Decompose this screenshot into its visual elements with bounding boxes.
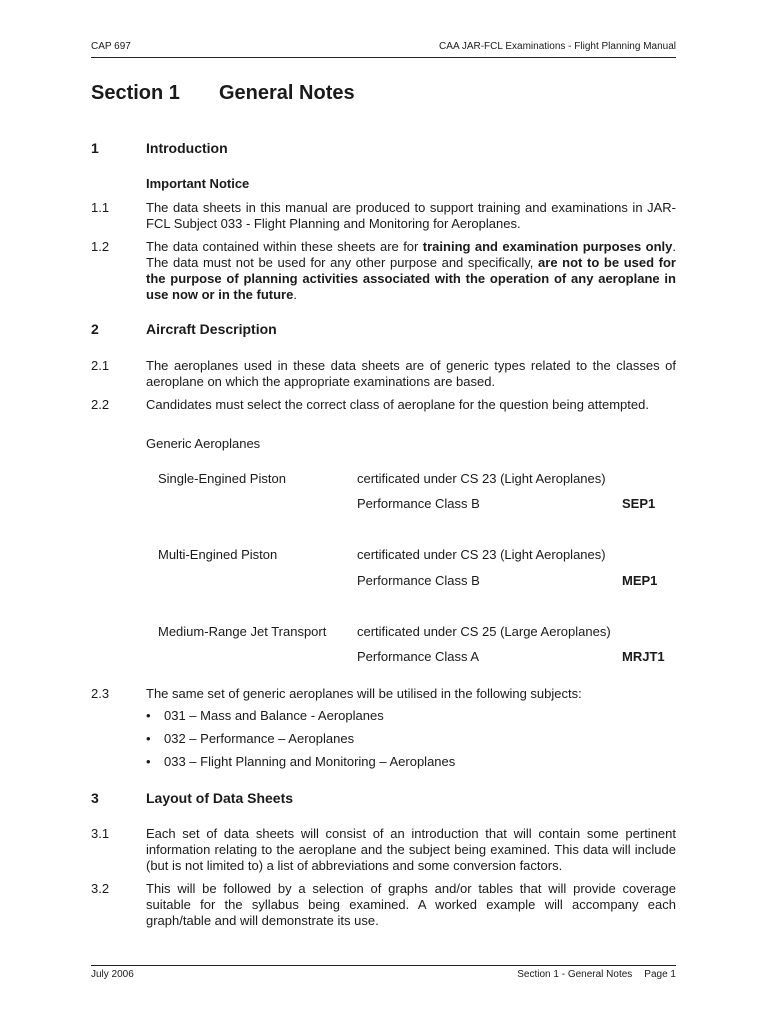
aeroplane-performance-class: Performance Class B bbox=[357, 573, 480, 588]
paragraph-1-2 bbox=[91, 239, 676, 303]
heading-number: 3 bbox=[91, 790, 99, 806]
paragraph-text: Each set of data sheets will consist of an introduction that will contain some pertinent information relating to the aeroplane and the subject being examined. This data will include (but is not limited to) a list of abbreviations and some conversion factors. bbox=[146, 826, 676, 873]
paragraph-number: 3.2 bbox=[91, 881, 110, 896]
bold-text-run: are not to be used for the purpose of planning activities associated with the operation of any aeroplane in use now or in the future bbox=[146, 255, 676, 302]
heading-number: 2 bbox=[91, 321, 99, 337]
section-name: General Notes bbox=[219, 82, 355, 104]
paragraph-number: 2.2 bbox=[91, 397, 110, 412]
running-header bbox=[91, 40, 676, 54]
paragraph-number: 1.1 bbox=[91, 200, 110, 215]
aeroplane-certification: certificated under CS 23 (Light Aeroplanes) bbox=[357, 547, 606, 562]
important-notice-heading: Important Notice bbox=[146, 176, 250, 191]
paragraph-2-2 bbox=[91, 397, 676, 413]
page-number: Page 1 bbox=[644, 969, 676, 980]
footer-divider bbox=[91, 965, 676, 966]
paragraph-text: The same set of generic aeroplanes will be utilised in the following subjects: bbox=[146, 686, 582, 701]
header-document-title: CAA JAR-FCL Examinations - Flight Planning Manual bbox=[439, 41, 676, 52]
heading-aircraft-description bbox=[91, 320, 676, 338]
paragraph-text: Candidates must select the correct class of aeroplane for the question being attempted. bbox=[146, 397, 649, 412]
aeroplane-type: Medium-Range Jet Transport bbox=[158, 624, 327, 639]
paragraph-2-3 bbox=[91, 686, 676, 702]
generic-aeroplanes-label: Generic Aeroplanes bbox=[146, 436, 261, 451]
text-run: . bbox=[293, 287, 297, 302]
header-divider bbox=[91, 57, 676, 58]
paragraph-3-1 bbox=[91, 826, 676, 874]
header-document-id: CAP 697 bbox=[91, 41, 131, 52]
paragraph-3-2 bbox=[91, 881, 676, 929]
aeroplane-certification: certificated under CS 25 (Large Aeroplanes) bbox=[357, 624, 611, 639]
text-run: The data contained within these sheets are for bbox=[146, 239, 423, 254]
heading-text: Introduction bbox=[146, 140, 228, 156]
bullet-icon: • bbox=[146, 731, 151, 746]
aeroplane-type: Multi-Engined Piston bbox=[158, 547, 278, 562]
list-item-text: 031 – Mass and Balance - Aeroplanes bbox=[164, 708, 384, 723]
list-item bbox=[146, 731, 354, 747]
paragraph-number: 2.1 bbox=[91, 358, 110, 373]
paragraph-text: This will be followed by a selection of graphs and/or tables that will provide coverage suitable for the syllabus being examined. A worked example will accompany each graph/table and will demonstrate its use. bbox=[146, 881, 676, 928]
heading-introduction bbox=[91, 139, 676, 157]
footer-section-name: Section 1 - General Notes bbox=[517, 969, 633, 980]
heading-number: 1 bbox=[91, 140, 99, 156]
paragraph-number: 1.2 bbox=[91, 239, 110, 254]
footer-date: July 2006 bbox=[91, 969, 134, 980]
aeroplane-type: Single-Engined Piston bbox=[158, 471, 286, 486]
heading-text: Layout of Data Sheets bbox=[146, 790, 294, 806]
aeroplane-certification: certificated under CS 23 (Light Aeroplanes) bbox=[357, 471, 606, 486]
heading-layout-of-data-sheets bbox=[91, 789, 676, 807]
paragraph-1-1 bbox=[91, 200, 676, 232]
list-item-text: 033 – Flight Planning and Monitoring – Aeroplanes bbox=[164, 754, 456, 769]
bullet-icon: • bbox=[146, 754, 151, 769]
running-footer bbox=[91, 968, 676, 982]
aeroplane-code: SEP1 bbox=[622, 496, 656, 511]
list-item bbox=[146, 754, 455, 770]
aeroplane-performance-class: Performance Class B bbox=[357, 496, 480, 511]
paragraph-text: The data sheets in this manual are produced to support training and examinations in JAR-FCL Subject 033 - Flight Planning and Monitoring for Aeroplanes. bbox=[146, 200, 676, 231]
aeroplane-performance-class: Performance Class A bbox=[357, 649, 480, 664]
paragraph-number: 2.3 bbox=[91, 686, 110, 701]
footer-section bbox=[517, 968, 676, 982]
bullet-icon: • bbox=[146, 708, 151, 723]
paragraph-text: The aeroplanes used in these data sheets are of generic types related to the classes of aeroplane on which the appropriate examinations are based. bbox=[146, 358, 676, 389]
section-title bbox=[91, 80, 355, 106]
paragraph-text bbox=[146, 239, 676, 303]
aeroplane-code: MRJT1 bbox=[622, 649, 665, 664]
section-number: Section 1 bbox=[91, 82, 180, 104]
heading-text: Aircraft Description bbox=[146, 321, 277, 337]
paragraph-2-1 bbox=[91, 358, 676, 390]
paragraph-number: 3.1 bbox=[91, 826, 110, 841]
bold-text-run: training and examination purposes only bbox=[422, 239, 673, 254]
text-run: . The data must not be used for any other purpose and specifically, bbox=[146, 239, 676, 270]
aeroplane-code: MEP1 bbox=[622, 573, 658, 588]
list-item-text: 032 – Performance – Aeroplanes bbox=[164, 731, 355, 746]
list-item bbox=[146, 708, 384, 724]
